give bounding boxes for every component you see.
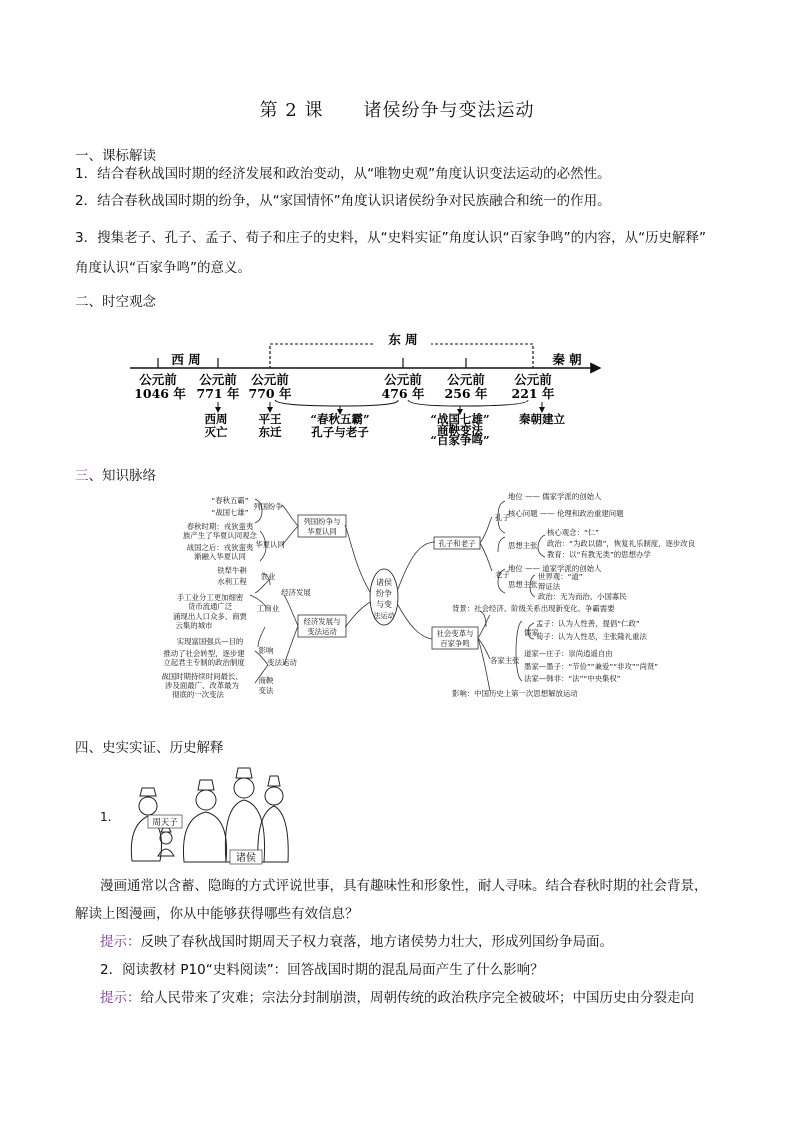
mm-node: 货币流通广泛	[187, 602, 233, 611]
mm-center: 诸侯	[376, 578, 392, 587]
mm-node: 变法	[258, 686, 274, 695]
event-text: 商鞅变法	[437, 423, 483, 437]
mm-node: 推动了社会转型，逐步建	[163, 649, 245, 658]
cartoon-number: 1.	[100, 810, 112, 824]
mm-node: 工商业	[256, 604, 280, 613]
mm-node: 老子	[495, 570, 510, 579]
q2-text: 2．阅读教材 P10“史料阅读”：回答战国时期的混乱局面产生了什么影响？	[100, 962, 544, 978]
cartoon-label-lords: 诸侯	[236, 853, 256, 864]
mm-node: “战国七雄”	[211, 508, 249, 517]
mm-node: 影响	[258, 646, 274, 655]
section-heading-4: 四、史实实证、历史解释	[75, 740, 224, 756]
mm-node: 立起君主专制的政治制度	[163, 658, 245, 667]
mm-node: 云集的城市	[175, 621, 213, 630]
event-text: “百家争鸣”	[430, 433, 490, 447]
mm-node: 地位 —— 儒家学派的创始人	[508, 492, 602, 501]
mm-node: 思想主张	[508, 541, 538, 550]
q1-text-line1: 漫画通常以含蓄、隐晦的方式评说世事，具有趣味性和形象性，耐人寻味。结合春秋时期的社会背景，	[100, 878, 708, 894]
section-3-title: 、知识脉络	[88, 468, 156, 484]
event-text: 东迁	[258, 425, 282, 439]
event-text: “战国七雄”	[430, 412, 490, 426]
mm-node: 水利工程	[217, 577, 247, 586]
cartoon-image	[118, 766, 293, 866]
q1-hint	[100, 931, 613, 953]
mm-node: 手工业分工更加细密	[176, 593, 244, 602]
mm-node: 儒家	[524, 628, 539, 637]
mm-node: 列国纷争	[253, 502, 283, 511]
q2-hint	[100, 987, 694, 1009]
mm-node: 农业	[260, 572, 276, 581]
mm-node: 春秋时期：戎狄蛮夷	[186, 522, 254, 531]
section-heading-3	[75, 464, 156, 484]
year-label: 公元前	[514, 372, 552, 387]
mm-node: 孔子	[495, 513, 510, 522]
mm-node: 荀子：认为人性恶，主张隆礼重法	[536, 632, 647, 641]
mm-node: 核心问题 —— 伦理和政治重建问题	[508, 509, 624, 518]
timeline-years	[134, 372, 555, 401]
mm-node: 孟子：认为人性善，提倡“仁政”	[536, 619, 640, 628]
event-text: 平王	[258, 412, 282, 426]
mm-node: 教育：以“有教无类”的思想办学	[547, 550, 651, 559]
mm-node: 涉及面最广、改革最为	[165, 681, 239, 690]
year-label: 公元前	[251, 372, 289, 387]
section-heading-1: 一、课标解读	[75, 148, 156, 164]
q1-text-line2: 解读上图漫画，你从中能够获得哪些有效信息？	[75, 906, 359, 922]
standard-item-2: 2．结合春秋战国时期的纷争，从“家国情怀”角度认识诸侯纷争对民族融合和统一的作用。	[75, 193, 611, 209]
mm-center: 与变	[376, 600, 392, 609]
page-title	[0, 96, 794, 122]
mm-node: 彻底的一次变法	[172, 690, 224, 699]
year-label: 公元前	[447, 372, 485, 387]
standard-item-3-cont: 角度认识“百家争鸣”的意义。	[75, 260, 251, 276]
year-value: 476 年	[381, 386, 425, 401]
hint-text: 反映了春秋战国时期周天子权力衰落，地方诸侯势力壮大，形成列国纷争局面。	[140, 934, 613, 950]
timeline-diagram	[130, 326, 610, 447]
mm-node: 渐融入华夏认同	[194, 552, 246, 561]
knowledge-mindmap	[150, 487, 696, 705]
mm-node: 影响：中国历史上第一次思想解放运动	[452, 689, 578, 698]
mm-node: 铁犁牛耕	[217, 566, 247, 575]
hint-label: 提示：	[100, 990, 141, 1006]
mm-node: 政治：无为而治、小国寡民	[538, 592, 627, 601]
standard-item-3: 3．搜集老子、孔子、孟子、荀子和庄子的史料，从“史料实证”角度认识“百家争鸣”的内容，从“历史解释”	[75, 230, 707, 246]
mm-node: 战国之后：戎狄蛮夷	[186, 543, 254, 552]
year-value: 770 年	[248, 386, 292, 401]
year-label: 公元前	[139, 372, 177, 387]
hint-text: 给人民带来了灾难；宗法分封制崩溃，周朝传统的政治秩序完全被破坏；中国历史由分裂走向	[140, 990, 694, 1006]
mm-node: 实现富国强兵—目的	[176, 637, 244, 646]
mm-node: 辩证法	[538, 582, 561, 591]
event-text: 秦朝建立	[519, 412, 565, 426]
mm-node: 族产生了华夏认同观念	[183, 531, 257, 540]
section-3-number: 三	[75, 468, 89, 484]
mm-node: 背景：社会经济、阶级关系出现新变化、争霸需要	[452, 604, 615, 613]
mm-node: 政治：“为政以德”，恢复礼乐制度，逐步改良	[547, 539, 696, 548]
lesson-name: 诸侯纷争与变法运动	[363, 100, 535, 121]
year-value: 771 年	[196, 386, 240, 401]
year-label: 公元前	[199, 372, 237, 387]
mm-node: 核心观念：“仁”	[547, 528, 600, 537]
year-value: 256 年	[444, 386, 488, 401]
year-value: 1046 年	[134, 386, 186, 401]
qin-label: 秦 朝	[552, 352, 582, 367]
cartoon-label-emperor: 周天子	[152, 818, 178, 828]
mm-node: 商鞅	[258, 676, 274, 685]
mm-node: 涌现出人口众多、商贾	[173, 612, 247, 621]
mm-node: 列国纷争与华夏认同	[303, 517, 341, 536]
mm-node: 变法运动	[267, 658, 297, 667]
mm-center: 法运动	[373, 612, 395, 620]
event-text: “春秋五霸”	[310, 412, 370, 426]
mm-node: 墨家—墨子：“节俭”“兼爱”“非攻”“尚贤”	[524, 662, 659, 671]
east-zhou-label: 东 周	[388, 332, 418, 347]
mm-node: 社会变革与百家争鸣	[436, 629, 474, 648]
mm-node: 各家主张	[490, 656, 520, 665]
mm-node: 孔子和老子	[438, 539, 476, 548]
mm-node: 世界观：“道”	[538, 572, 583, 581]
west-zhou-label: 西 周	[171, 352, 201, 367]
mm-node: 道家—庄子：崇尚逍遥自由	[524, 649, 613, 658]
mm-node: 经济发展与变法运动	[303, 617, 341, 636]
standard-item-1: 1．结合春秋战国时期的经济发展和政治变动，从“唯物史观”角度认识变法运动的必然性。	[75, 166, 611, 182]
mm-node: “春秋五霸”	[211, 496, 249, 505]
section-heading-2: 二、时空观念	[75, 294, 156, 310]
event-text: 西周	[204, 412, 228, 426]
mm-node: 法家—韩非：“法”“中央集权”	[524, 674, 621, 683]
mm-node: 华夏认同	[255, 540, 285, 549]
mm-node: 战国时期持续时间最长、	[161, 672, 243, 681]
year-value: 221 年	[511, 386, 555, 401]
mm-center: 纷争	[376, 589, 392, 598]
year-label: 公元前	[384, 372, 422, 387]
mm-node: 地位 —— 道家学派的创始人	[508, 564, 602, 573]
event-text: 孔子与老子	[311, 425, 369, 439]
event-text: 灭亡	[204, 425, 228, 439]
hint-label: 提示：	[100, 934, 141, 950]
mm-node: 思想主张	[508, 580, 538, 589]
mm-node: 经济发展	[281, 588, 311, 597]
lesson-number: 第 2 课	[259, 100, 324, 121]
